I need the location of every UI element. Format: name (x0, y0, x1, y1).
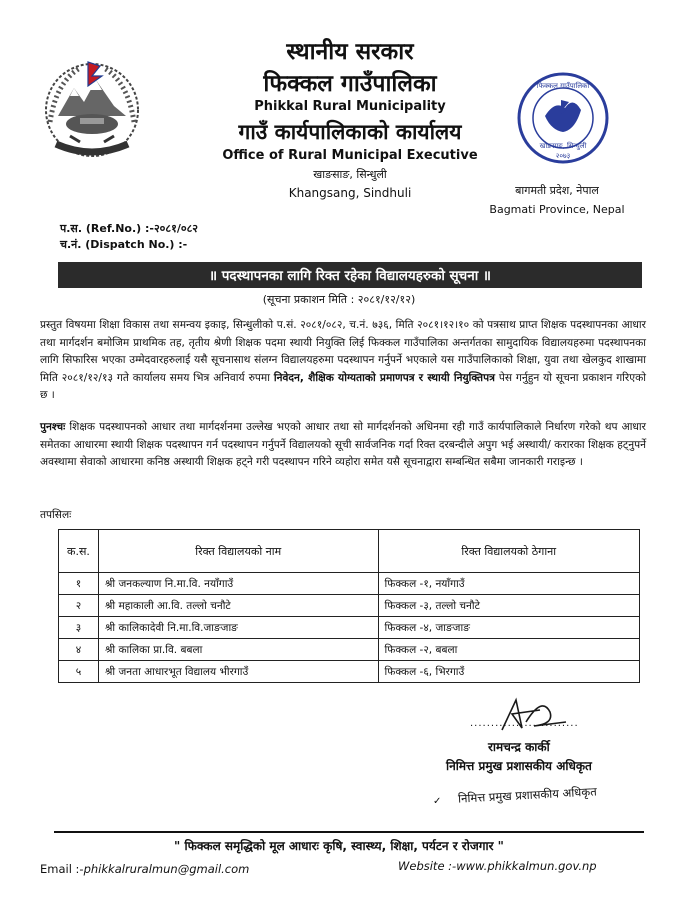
seal-text-bottom: खाङसाङ, सिन्धुली (539, 142, 587, 150)
cell-school-address: फिक्कल -४, जाङजाङ (378, 617, 640, 639)
details-label: तपसिलः (40, 509, 72, 521)
cell-school-name: श्री महाकाली आ.वि. तल्लो चनौटे (98, 595, 378, 617)
designation-stamp: निमित्त प्रमुख प्रशासकीय अधिकृत (457, 784, 598, 806)
cell-sn: २ (59, 595, 99, 617)
header-office-name-np: गाउँ कार्यपालिकाको कार्यालय (238, 120, 462, 144)
header-office-name-en: Office of Rural Municipal Executive (222, 148, 478, 163)
col-header-school-address: रिक्त विद्यालयको ठेगाना (378, 530, 640, 573)
cell-school-name: श्री जनता आधारभूत विद्यालय भीरगाउँ (98, 661, 378, 683)
website-link[interactable]: www.phikkalmun.gov.np (456, 859, 597, 873)
vacant-schools-table (58, 529, 640, 683)
header-local-government: स्थानीय सरकार (286, 39, 414, 65)
footer-email (40, 862, 249, 876)
cell-school-name: श्री कालिका प्रा.वि. बबला (98, 639, 378, 661)
table-row (59, 617, 640, 639)
table-row (59, 661, 640, 683)
notice-paragraph-2 (40, 419, 646, 509)
footer-divider (54, 831, 644, 833)
footer-website (398, 859, 597, 873)
para1-text-end: पेस गर्नुहुन यो सूचना प्रकाशन गरिएको छ । (40, 371, 646, 402)
signatory-name: रामचन्द्र कार्की (488, 740, 550, 754)
cell-school-name: श्री कालिकादेवी नि.मा.वि.जाङजाङ (98, 617, 378, 639)
province-en: Bagmati Province, Nepal (489, 203, 625, 216)
footer-motto: " फिक्कल समृद्धिको मूल आधारः कृषि, स्वास्थ्य, शिक्षा, पर्यटन र रोजगार " (174, 839, 504, 853)
signature-mark-icon (492, 692, 572, 736)
publication-date: (सूचना प्रकाशन मिति : २०८१/१२/१२) (262, 293, 416, 306)
cell-sn: ४ (59, 639, 99, 661)
seal-year: २०७३ (555, 152, 571, 160)
header-address-en: Khangsang, Sindhuli (288, 186, 412, 200)
seal-text-top: फिक्कल गाउँपालिका (536, 82, 590, 90)
cell-sn: ५ (59, 661, 99, 683)
email-label: Email :- (40, 862, 84, 876)
col-header-school-name: रिक्त विद्यालयको नाम (98, 530, 378, 573)
header-address-np: खाङसाङ, सिन्धुली (313, 168, 387, 181)
cell-school-name: श्री जनकल्याण नि.मा.वि. नयाँगाउँ (98, 573, 378, 595)
cell-school-address: फिक्कल -१, नयाँगाउँ (378, 573, 640, 595)
col-header-sn: क.स. (59, 530, 99, 573)
notice-paragraph-1 (40, 317, 646, 423)
province-np: बागमती प्रदेश, नेपाल (515, 184, 599, 197)
table-row (59, 573, 640, 595)
dispatch-number: च.नं. (Dispatch No.) :- (60, 238, 188, 251)
header-municipality-name-en: Phikkal Rural Municipality (254, 99, 446, 114)
table-header-row (59, 530, 640, 573)
cell-sn: ३ (59, 617, 99, 639)
para1-text: प्रस्तुत विषयमा शिक्षा विकास तथा समन्वय इकाइ, सिन्धुलीको प.सं. २०८१/०८२, च.नं. ७३६, मिति २०८१।१२।१० को पत्रसाथ प्राप्त शिक्षक पदस्थापनका आधार तथा मार्गदर्शन बमोजिम प्राथमिक तह, तृतीय श्रेणी शिक्षक पदमा स्थायी नियुक्ति लिई फिक्कल गाउँपालिका अन्तर्गतका सामुदायिक विद्यालयहरुमा पदस्थापनका लागि सिफारिस भएका उम्मेदवारहरुलाई यसै सूचनासाथ संलग्न विद्यालयहरुमा पदस्थापन गर्नुपर्ने भएकाले यस गाउँपालिकाको शिक्षा, युवा तथा खेलकुद शाखामा मिति २०८१/१२/१३ गते कार्यालय समय भित्र अनिवार्य रुपमा (40, 319, 646, 384)
reference-number: प.स. (Ref.No.) :-२०८१/०८२ (60, 222, 199, 235)
cell-school-address: फिक्कल -२, बबला (378, 639, 640, 661)
email-link[interactable]: phikkalruralmun@gmail.com (83, 862, 250, 876)
table-row (59, 639, 640, 661)
signatory-designation: निमित्त प्रमुख प्रशासकीय अधिकृत (446, 759, 592, 773)
cell-school-address: फिक्कल -६, भिरगाउँ (378, 661, 640, 683)
signature-line: .......................... (470, 718, 579, 729)
postscript-text: शिक्षक पदस्थापनको आधार तथा मार्गदर्शनमा उल्लेख भएको आधार तथा सो मार्गदर्शनको अधिनमा रही गाउँ कार्यपालिकाले निर्धारण गरेको थप आधार समेतका आधारमा स्थायी शिक्षक पदस्थापन गर्न पदस्थापन गर्नुपर्ने विद्यालयको सूची सार्वजनिक गर्दा रिक्त दरबन्दीले अपुग भई अस्थायी/ करारका शिक्षक हट्नुपर्ने अवस्थामा सेवाको आधारमा कनिष्ठ अस्थायी शिक्षक हट्ने गरी पदस्थापन गरिने व्यहोरा समेत यसै सूचनाद्वारा सम्बन्धित सबैमा जानकारी गराइन्छ । (40, 421, 646, 469)
table-row (59, 595, 640, 617)
stamp-tick-icon: ✓ (433, 796, 442, 807)
municipality-seal-icon (515, 70, 611, 166)
cell-school-address: फिक्कल -३, तल्लो चनौटे (378, 595, 640, 617)
website-label: Website :- (398, 859, 457, 873)
cell-sn: १ (59, 573, 99, 595)
nepal-emblem-icon (36, 52, 148, 164)
notice-title-banner (58, 262, 642, 288)
para1-bold-docs: निवेदन, शैक्षिक योग्यताको प्रमाणपत्र र स्थायी नियुक्तिपत्र (273, 371, 495, 384)
header-municipality-name-np: फिक्कल गाउँपालिका (263, 71, 437, 97)
notice-title: ॥ पदस्थापनका लागि रिक्त रहेका विद्यालयहरुको सूचना ॥ (208, 268, 492, 284)
postscript-label: पुनश्चः (40, 421, 66, 433)
